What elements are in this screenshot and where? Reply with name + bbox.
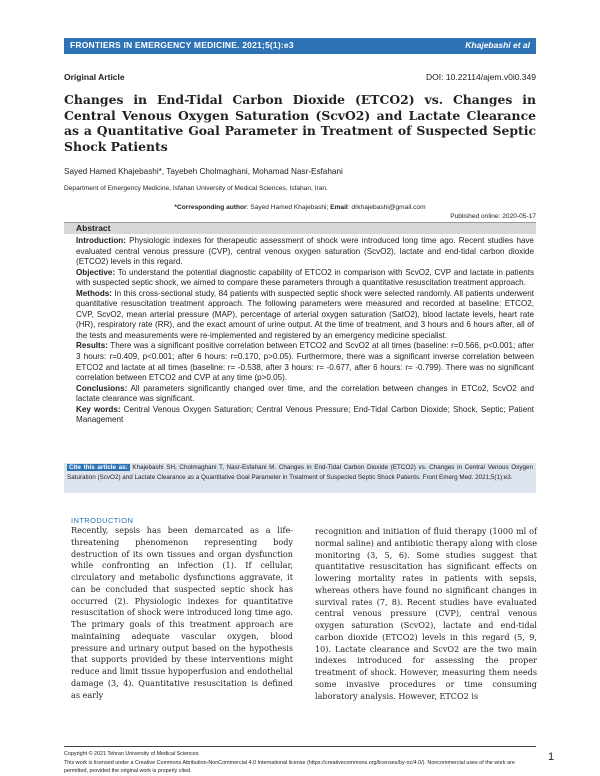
journal-citation: FRONTIERS IN EMERGENCY MEDICINE. 2021;5(1):e3	[70, 40, 294, 50]
label-results: Results:	[76, 341, 108, 351]
abstract-conclusions	[76, 384, 534, 405]
citation-label: Cite this article as:	[69, 464, 128, 471]
label-methods: Methods:	[76, 288, 112, 298]
corresponding-author	[64, 204, 536, 211]
email-label: Email	[330, 204, 348, 211]
footer-divider	[64, 746, 536, 747]
body-column-right: recognition and initiation of fluid therapy (1000 ml of normal saline) and antibiotic therapy along with close monitoring (3, 5, 6). Some studies suggest that quantitative resuscitation has significant effects on lowering mortality rates in patients with sepsis, whereas others have found no significant changes in survival rates (7, 8). Recent studies have evaluated central venous pressure (CVP), central venous oxygen saturation (ScvO2), lactate and end-tidal carbon dioxide (ETCO2) levels in this regard (5, 9, 10). Lactate clearance and ScvO2 are the two main indexes introduced for assessing the proper treatment of shock. However, measuring them needs some invasive procedures or time consuming laboratory analysis. However, ETCO2 is	[315, 526, 537, 701]
label-keywords: Key words:	[76, 404, 121, 414]
abstract-heading: Abstract	[76, 223, 111, 233]
footer-license: This work is licensed under a Creative Commons Attribution-NonCommercial 4.0 International license (https://creativecommons.org/licenses/by-nc/4.0/). Noncommercial uses of the work are permitted, provided the original work is properly cited.	[64, 760, 515, 775]
page-number: 1	[548, 751, 555, 763]
footer-copyright: Copyright © 2021 Tehran University of Medical Sciences	[64, 751, 199, 757]
published-date: Published online: 2020-05-17	[450, 213, 536, 220]
abstract-body	[76, 236, 534, 426]
text-methods: In this cross-sectional study, 84 patients with suspected septic shock were selected randomly. All patients underwent quantitative resuscitation treatment approach. The following parameters were measured and recorded at baseline: ETCO2, CVP, ScvO2, mean arterial pressure (MAP), percentage of arterial oxygen saturation (SatO2), blood lactate levels, heart rate (HR), respiratory rate (RR), and the exact amount of urine output. At the time of treatment, and 3 hours and 6 hours after, all of the tests and measurements were re-implemented and registered by an emergency medicine specialist.	[76, 288, 534, 340]
abstract-objective	[76, 268, 534, 289]
abstract-results	[76, 341, 534, 383]
body-column-left: Recently, sepsis has been demarcated as a life-threatening phenomenon representing body destruction of its own tissues and organ dysfunction while confronting an infection (1). If cellular, circulatory and metabolic dysfunctions aggravate, it can be concluded that suspected septic shock has occurred (2). Physiologic indexes for quantitative resuscitation of shock were introduced long time ago. The primary goals of this treatment approach are maintaining adequate vascular oxygen, blood pressure and urinary output based on the hypothesis that supports provided by these interventions might reduce and limit tissue hypoperfusion and endothelial damage (3, 4). Quantitative resuscitation is defined as early	[71, 525, 293, 700]
text-keywords: Central Venous Oxygen Saturation; Central Venous Pressure; End-Tidal Carbon Dioxide; Shock, Septic; Patient Management	[76, 404, 534, 425]
article-title: Changes in End-Tidal Carbon Dioxide (ETCO2) vs. Changes in Central Venous Oxygen Saturation (ScvO2) and Lactate Clearance as a Quantitative Goal Parameter in Treatment of Suspected Septic Shock Patients	[64, 92, 536, 154]
citation-text	[64, 463, 536, 483]
author-list: Sayed Hamed Khajebashi*, Tayebeh Cholmaghani, Mohamad Nasr-Esfahani	[64, 167, 343, 176]
running-authors: Khajebashi et al	[465, 40, 530, 50]
text-introduction: Physiologic indexes for therapeutic assessment of shock were introduced long time ago. Recent studies have evaluated central venous pressure (CVP), central venous oxygen saturation (ScvO2), lactate and end-tidal carbon dioxide (ETCO2) levels in this regard.	[76, 236, 534, 267]
citation-box	[64, 463, 536, 493]
abstract-methods	[76, 289, 534, 342]
doi-link[interactable]: DOI: 10.22114/ajem.v0i0.349	[426, 72, 536, 82]
text-objective: To understand the potential diagnostic capability of ETCO2 in comparison with ScvO2, CVP and lactate in patients with suspected septic shock, we aimed to compare these parameters through a quantitative resuscitation treatment approach.	[76, 267, 534, 288]
label-objective: Objective:	[76, 267, 116, 277]
label-conclusions: Conclusions:	[76, 383, 128, 393]
text-results: There was a significant positive correlation between ETCO2 and ScvO2 at all times (baseline: r=0.566, p<0.001; after 3 hours: r=0.409, p<0.001; after 6 hours: r=0.170, p>0.05). Furthermore, there was a significant inverse correlation between ETCO2 and lactate at all times (baseline: r= -0.538, after 3 hours: r= -0.677, after 6 hours: r= -0.799). There was no significant correlation between ETCO2 and CVP at any time (p>0.05).	[76, 341, 534, 383]
abstract-keywords	[76, 405, 534, 426]
abstract-introduction	[76, 236, 534, 268]
affiliation: Department of Emergency Medicine, Isfahan University of Medical Sciences, Isfahan, Iran.	[64, 185, 328, 192]
citation-body: Khajebashi SH, Cholmaghani T, Nasr-Esfahani M. Changes in End-Tidal Carbon Dioxide (ETCO2) vs. Changes in Central Venous Oxygen Saturation (ScvO2) and Lactate Clearance as a Quantitative Goal Parameter in Treatment of Suspected Septic Shock Patients. Front Emerg Med. 2021;5(1):e3.	[67, 464, 533, 481]
corresponding-label: *Corresponding author	[174, 204, 247, 211]
abstract-heading-bar	[64, 222, 536, 234]
corresponding-email[interactable]: : drkhajebashi@gmail.com	[347, 204, 426, 211]
text-conclusions: All parameters significantly changed over time, and the correlation between changes in ETCo2, ScvO2 and lactate clearance was significant.	[76, 383, 534, 404]
journal-header-band	[64, 38, 536, 54]
label-introduction: Introduction:	[76, 236, 126, 245]
corresponding-name: : Sayed Hamed Khajebashi;	[246, 204, 331, 211]
article-type: Original Article	[64, 72, 125, 82]
introduction-heading: INTRODUCTION	[71, 516, 134, 525]
